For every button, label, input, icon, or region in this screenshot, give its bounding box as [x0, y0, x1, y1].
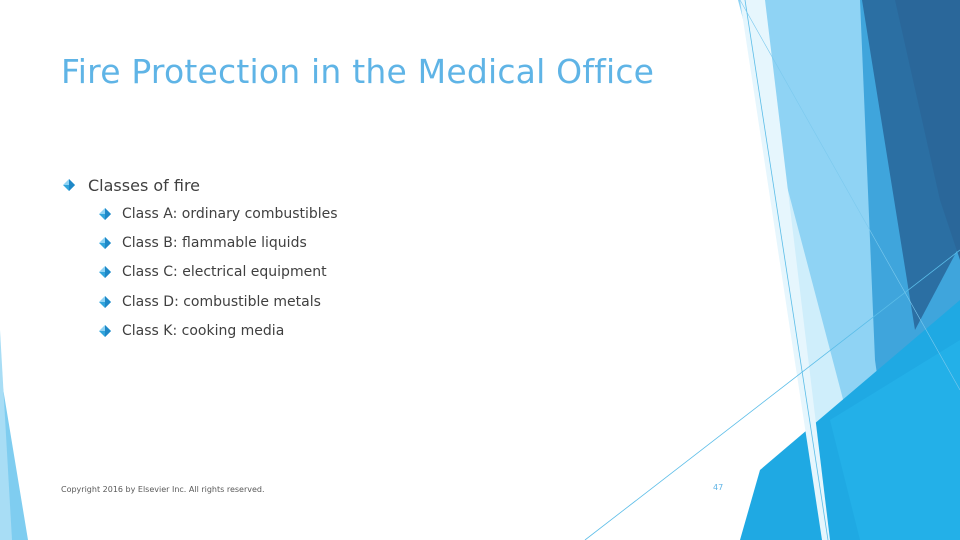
bullet-level1 [62, 174, 338, 196]
diamond-arrow-bullet-icon [98, 236, 112, 250]
sub-bullet-text: Class D: combustible metals [122, 293, 321, 310]
sub-bullet-text: Class B: flammable liquids [122, 235, 307, 252]
page-number: 47 [713, 483, 724, 492]
diamond-arrow-bullet-icon [98, 324, 112, 338]
sub-bullet-list [62, 203, 338, 342]
sub-bullet-item [98, 320, 338, 342]
sub-bullet-item [98, 232, 338, 254]
diamond-arrow-bullet-icon [98, 295, 112, 309]
sub-bullet-text: Class K: cooking media [122, 322, 285, 339]
slide-title: Fire Protection in the Medical Office [61, 52, 655, 91]
sub-bullet-text: Class A: ordinary combustibles [122, 206, 338, 222]
sub-bullet-item [98, 261, 338, 283]
sub-bullet-item [98, 203, 338, 225]
bullet-text: Classes of fire [88, 175, 201, 195]
sub-bullet-text: Class C: electrical equipment [122, 264, 327, 281]
diamond-arrow-bullet-icon [98, 265, 112, 279]
copyright-footer: Copyright 2016 by Elsevier Inc. All rights reserved. [61, 485, 265, 494]
diamond-arrow-bullet-icon [98, 207, 112, 221]
bullet-list [62, 174, 338, 342]
diamond-arrow-bullet-icon [62, 178, 76, 192]
sub-bullet-item [98, 291, 338, 313]
